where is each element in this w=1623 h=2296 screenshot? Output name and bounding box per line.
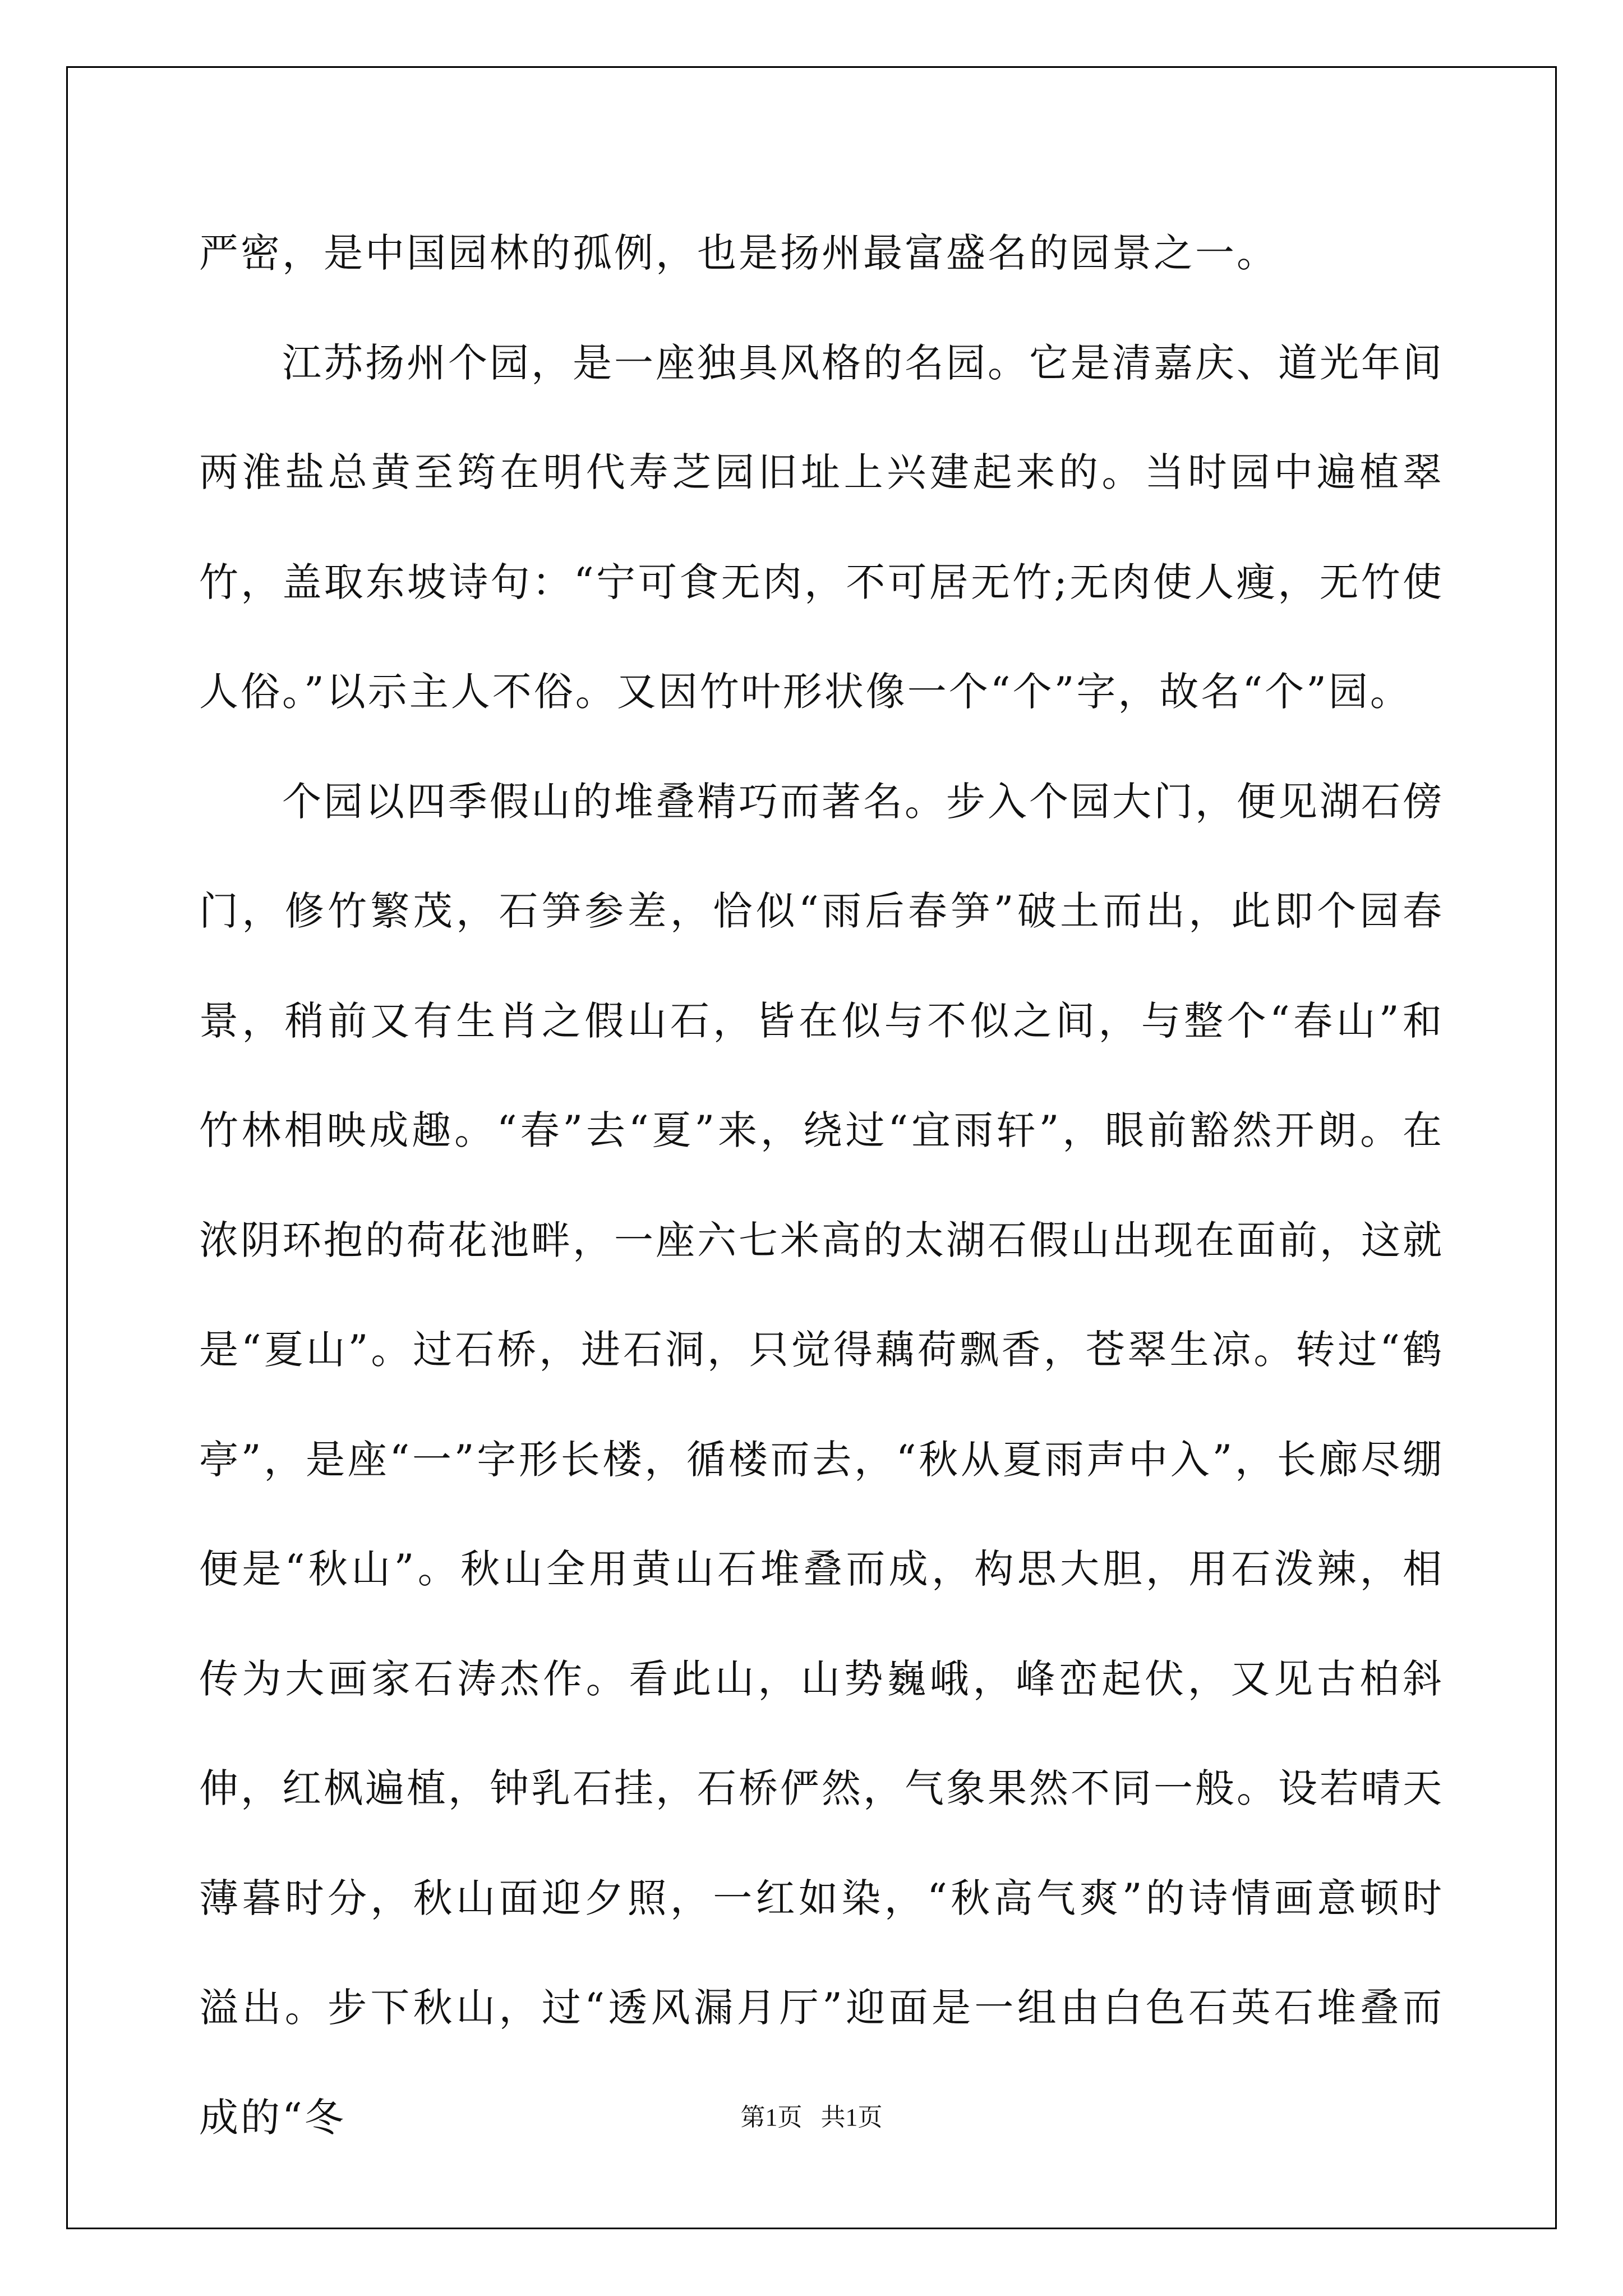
document-body [199, 199, 1444, 2173]
paragraph-continuation: 严密，是中国园林的孤例，也是扬州最富盛名的园景之一。 [199, 230, 1278, 276]
page-number-footer: 第1页 共1页 [740, 2104, 883, 2131]
paragraph-geyuan-intro: 江苏扬州个园，是一座独具风格的名园。它是清嘉庆、道光年间两淮盐总黄至筠在明代寿芝园旧址上兴建起来的。当时园中遍植翠竹，盖取东坡诗句：“宁可食无肉，不可居无竹;无肉使人瘦，无竹使人俗。”以示主人不俗。又因竹叶形状像一个“个”字，故名“个”园。 [199, 339, 1444, 715]
paragraph-four-seasons-rockery: 个园以四季假山的堆叠精巧而著名。步入个园大门，便见湖石傍门，修竹繁茂，石笋参差，恰似“雨后春笋”破土而出，此即个园春景，稍前又有生肖之假山石，皆在似与不似之间，与整个“春山”和竹林相映成趣。“春”去“夏”来，绕过“宜雨轩”，眼前豁然开朗。在浓阴环抱的荷花池畔，一座六七米高的太湖石假山出现在面前，这就是“夏山”。过石桥，进石洞，只觉得藕荷飘香，苍翠生凉。转过“鹤亭”，是座“一”字形长楼，循楼而去，“秋从夏雨声中入”，长廊尽绷便是“秋山”。秋山全用黄山石堆叠而成，构思大胆，用石泼辣，相传为大画家石涛杰作。看此山，山势巍峨，峰峦起伏，又见古柏斜伸，红枫遍植，钟乳石挂，石桥俨然，气象果然不同一般。设若晴天薄暮时分，秋山面迎夕照，一红如染，“秋高气爽”的诗情画意顿时溢出。步下秋山，过“透风漏月厅”迎面是一组由白色石英石堆叠而成的“冬 [199, 778, 1444, 2141]
